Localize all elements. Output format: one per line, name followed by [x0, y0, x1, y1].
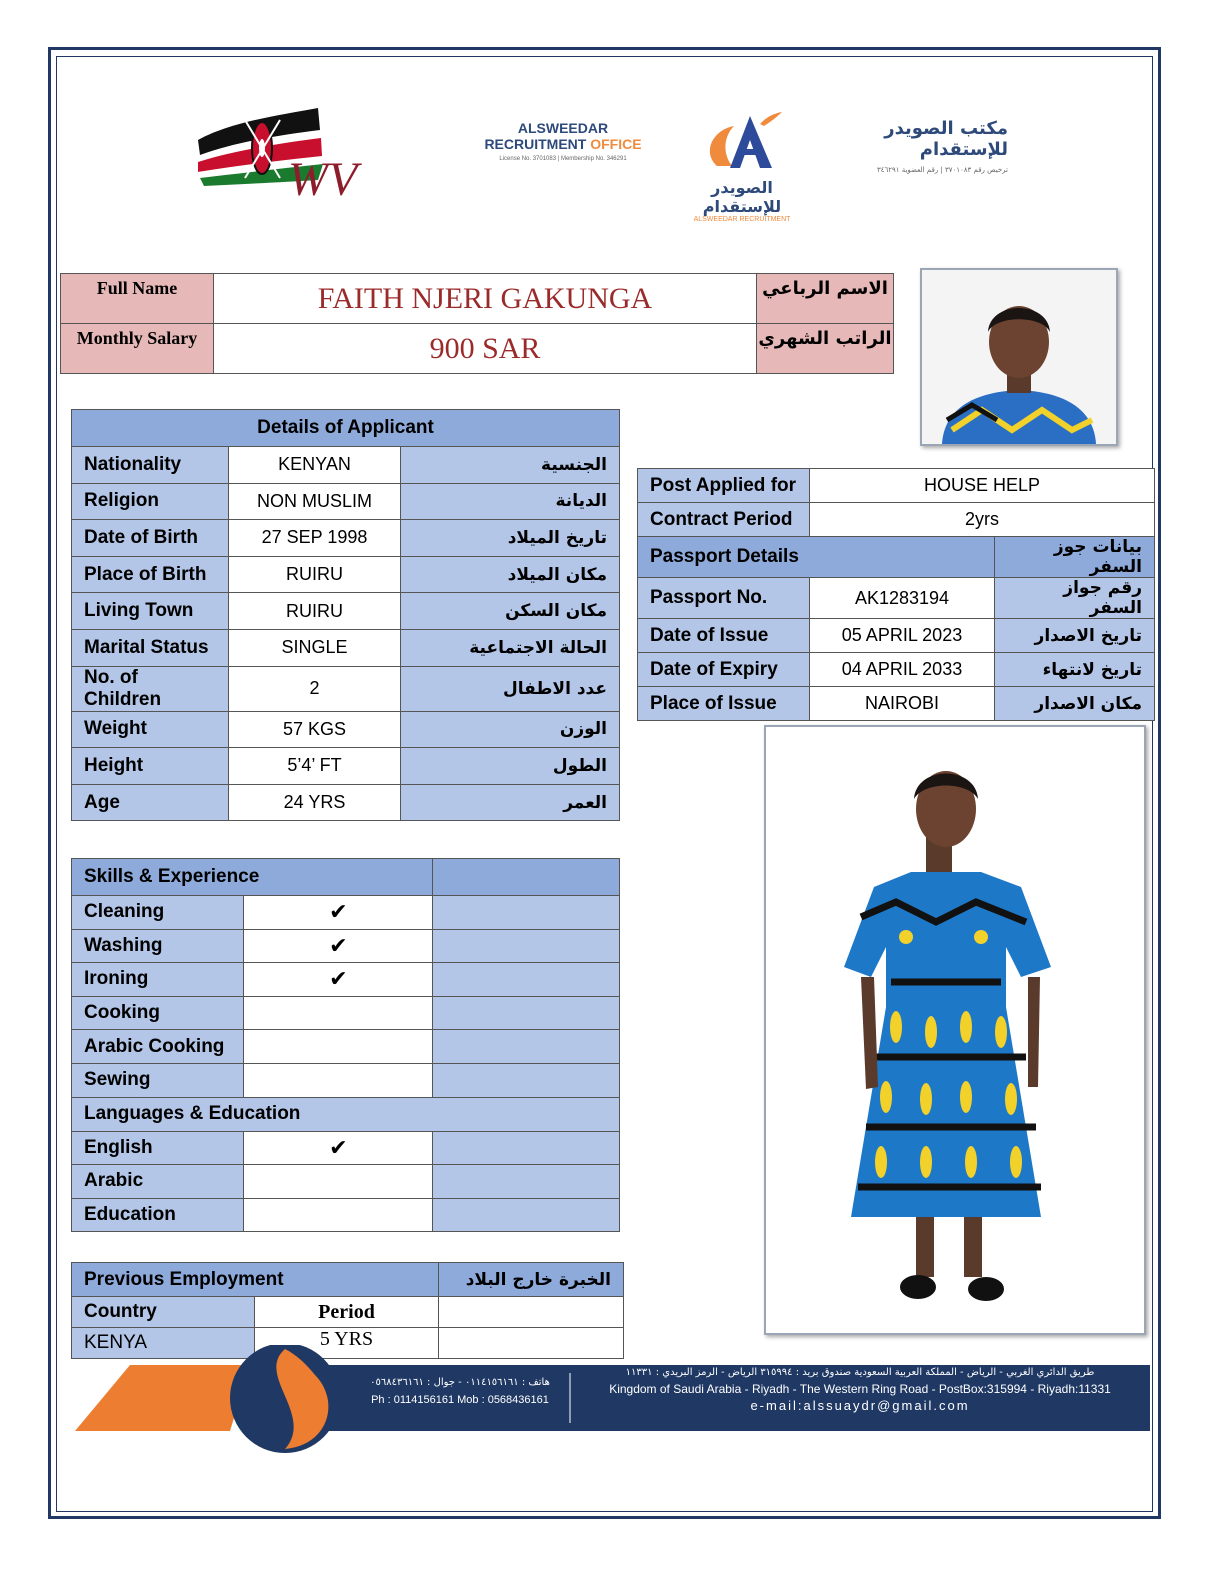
skill-check-mark	[244, 1063, 433, 1097]
applicant-field-ar-label: عدد الاطفال	[401, 666, 620, 711]
footer-address-ar: طريق الدائري الغربي - الرياض - المملكة العربية السعودية صندوق بريد : ٣١٥٩٩٤ الرياض - الرمز البريدي : ١١٣٣١	[625, 1367, 1095, 1378]
skill-row	[72, 1030, 620, 1064]
applicant-row	[72, 520, 620, 557]
passport-field-value: 04 APRIL 2033	[810, 653, 995, 687]
applicant-title: Details of Applicant	[72, 410, 620, 447]
skill-check-mark	[244, 996, 433, 1030]
passport-field-ar-label: تاريخ الاصدار	[995, 619, 1155, 653]
applicant-field-label: Marital Status	[72, 629, 229, 666]
employment-title: Previous Employment	[72, 1263, 439, 1297]
passport-field-ar-label: تاريخ لانتهاء	[995, 653, 1155, 687]
passport-row	[638, 653, 1155, 687]
post-value: HOUSE HELP	[810, 469, 1155, 503]
applicant-row	[72, 447, 620, 484]
applicant-field-value: 2	[229, 666, 401, 711]
salary-value: 900 SAR	[214, 324, 757, 374]
skill-blank-cell	[433, 996, 620, 1030]
passport-field-value: NAIROBI	[810, 687, 995, 721]
applicant-row	[72, 593, 620, 630]
period-col-label: Period	[255, 1297, 439, 1328]
footer-email[interactable]: e-mail:alssuaydr@gmail.com	[750, 1398, 970, 1413]
passport-field-value: AK1283194	[810, 578, 995, 619]
skill-blank-cell	[433, 1131, 620, 1165]
applicant-field-ar-label: العمر	[401, 784, 620, 821]
applicant-field-ar-label: الحالة الاجتماعية	[401, 629, 620, 666]
alsweedar-line2a: RECRUITMENT	[484, 136, 587, 152]
applicant-field-ar-label: مكان الميلاد	[401, 556, 620, 593]
skill-blank-cell	[433, 1063, 620, 1097]
skill-blank-cell	[433, 1198, 620, 1232]
country-col-label: Country	[72, 1297, 255, 1328]
skills-table	[71, 858, 620, 1232]
salary-ar-label: الراتب الشهري	[757, 324, 894, 374]
alsweedar-emblem	[672, 108, 812, 223]
employment-blank-1	[439, 1297, 624, 1328]
skills-title: Skills & Experience	[72, 859, 433, 896]
passport-row	[638, 687, 1155, 721]
passport-field-ar-label: مكان الاصدار	[995, 687, 1155, 721]
alsweedar-en-logo	[478, 120, 648, 162]
applicant-row	[72, 666, 620, 711]
office-ar-text: مكتب الصويدر للإستقدام	[884, 118, 1008, 160]
applicant-row	[72, 556, 620, 593]
applicant-field-label: Height	[72, 748, 229, 785]
employment-title-ar: الخبرة خارج البلاد	[439, 1263, 624, 1297]
footer	[75, 1345, 1150, 1455]
skill-label: Arabic Cooking	[72, 1030, 244, 1064]
skill-check-mark: ✔	[244, 963, 433, 997]
skill-check-mark	[244, 1165, 433, 1199]
applicant-field-value: KENYAN	[229, 447, 401, 484]
applicant-field-value: 24 YRS	[229, 784, 401, 821]
applicant-field-ar-label: تاريخ الميلاد	[401, 520, 620, 557]
employment-country: KENYA	[72, 1328, 255, 1359]
footer-address-en: Kingdom of Saudi Arabia - Riyadh - The Western Ring Road - PostBox:315994 - Riyadh:11331	[609, 1382, 1111, 1396]
skill-label: Cleaning	[72, 896, 244, 930]
applicant-field-ar-label: الوزن	[401, 711, 620, 748]
applicant-field-label: Age	[72, 784, 229, 821]
skill-row	[72, 1063, 620, 1097]
passport-field-label: Passport No.	[638, 578, 810, 619]
skill-blank-cell	[433, 929, 620, 963]
applicant-row	[72, 748, 620, 785]
applicant-field-value: 57 KGS	[229, 711, 401, 748]
office-ar-logo	[828, 118, 1008, 174]
skill-blank-cell	[433, 1165, 620, 1199]
skill-label: Ironing	[72, 963, 244, 997]
skill-row	[72, 1165, 620, 1199]
applicant-field-value: 27 SEP 1998	[229, 520, 401, 557]
name-salary-table	[60, 273, 894, 374]
skill-label: English	[72, 1131, 244, 1165]
passport-field-label: Place of Issue	[638, 687, 810, 721]
office-ar-sub: ترخيص رقم ٣٧٠١٠٨٣ | رقم العضوية ٣٤٦٢٩١	[876, 166, 1008, 174]
passport-title: Passport Details	[638, 537, 995, 578]
skill-check-mark: ✔	[244, 929, 433, 963]
applicant-field-label: Place of Birth	[72, 556, 229, 593]
kenya-flag-logo	[190, 100, 405, 205]
applicant-field-value: RUIRU	[229, 556, 401, 593]
languages-title: Languages & Education	[72, 1097, 620, 1131]
applicant-field-ar-label: مكان السكن	[401, 593, 620, 630]
applicant-field-value: RUIRU	[229, 593, 401, 630]
skill-check-mark: ✔	[244, 1131, 433, 1165]
passport-row	[638, 578, 1155, 619]
applicant-field-value: SINGLE	[229, 629, 401, 666]
applicant-field-label: Weight	[72, 711, 229, 748]
skill-check-mark	[244, 1198, 433, 1232]
applicant-field-value: NON MUSLIM	[229, 483, 401, 520]
applicant-table	[71, 409, 620, 821]
applicant-field-ar-label: الديانة	[401, 483, 620, 520]
skill-label: Education	[72, 1198, 244, 1232]
footer-phone-ar: هاتف : ٠١١٤١٥٦١٦١ - جوال : ٠٥٦٨٤٣٦١٦١	[370, 1377, 550, 1388]
applicant-row	[72, 629, 620, 666]
alsweedar-license: License No. 3701083 | Membership No. 346291	[499, 156, 627, 162]
alsweedar-line2b: OFFICE	[590, 136, 642, 152]
applicant-field-label: No. of Children	[72, 666, 229, 711]
skill-blank-cell	[433, 963, 620, 997]
post-label: Post Applied for	[638, 469, 810, 503]
alsweedar-line1: ALSWEEDAR	[517, 120, 609, 136]
skill-blank-cell	[433, 896, 620, 930]
salary-label: Monthly Salary	[61, 324, 214, 374]
contract-value: 2yrs	[810, 503, 1155, 537]
contract-label: Contract Period	[638, 503, 810, 537]
applicant-field-ar-label: الطول	[401, 748, 620, 785]
applicant-field-label: Religion	[72, 483, 229, 520]
employment-period: 5 YRS	[255, 1328, 439, 1359]
applicant-field-label: Living Town	[72, 593, 229, 630]
passport-field-value: 05 APRIL 2023	[810, 619, 995, 653]
skill-blank-cell	[433, 1030, 620, 1064]
wv-logo-text: WV	[288, 153, 358, 205]
applicant-row	[72, 711, 620, 748]
passport-field-ar-label: رقم جواز السفر	[995, 578, 1155, 619]
skill-row	[72, 996, 620, 1030]
skill-row	[72, 929, 620, 963]
full-name-label: Full Name	[61, 274, 214, 324]
applicant-row	[72, 483, 620, 520]
emblem-ar-text: الصويدر للإستقدام	[702, 178, 782, 216]
skill-label: Arabic	[72, 1165, 244, 1199]
passport-field-label: Date of Expiry	[638, 653, 810, 687]
skill-check-mark: ✔	[244, 896, 433, 930]
skill-row	[72, 963, 620, 997]
skill-label: Cooking	[72, 996, 244, 1030]
emblem-a-icon	[672, 108, 812, 174]
skill-label: Sewing	[72, 1063, 244, 1097]
applicant-field-label: Nationality	[72, 447, 229, 484]
skill-row	[72, 1198, 620, 1232]
passport-table	[637, 468, 1155, 721]
passport-title-ar: بيانات جوز السفر	[995, 537, 1155, 578]
skills-title-blank	[433, 859, 620, 896]
skill-row	[72, 896, 620, 930]
applicant-field-value: 5’4’ FT	[229, 748, 401, 785]
applicant-row	[72, 784, 620, 821]
emblem-en-text: ALSWEEDAR RECRUITMENT	[693, 216, 791, 223]
portrait-photo	[920, 268, 1118, 446]
skill-row	[72, 1131, 620, 1165]
full-body-photo	[764, 725, 1146, 1335]
passport-row	[638, 619, 1155, 653]
footer-phone-en: Ph : 0114156161 Mob : 0568436161	[371, 1394, 549, 1406]
full-name-value: FAITH NJERI GAKUNGA	[214, 274, 757, 324]
applicant-field-ar-label: الجنسية	[401, 447, 620, 484]
full-name-ar-label: الاسم الرباعي	[757, 274, 894, 324]
skill-check-mark	[244, 1030, 433, 1064]
passport-field-label: Date of Issue	[638, 619, 810, 653]
applicant-field-label: Date of Birth	[72, 520, 229, 557]
skill-label: Washing	[72, 929, 244, 963]
